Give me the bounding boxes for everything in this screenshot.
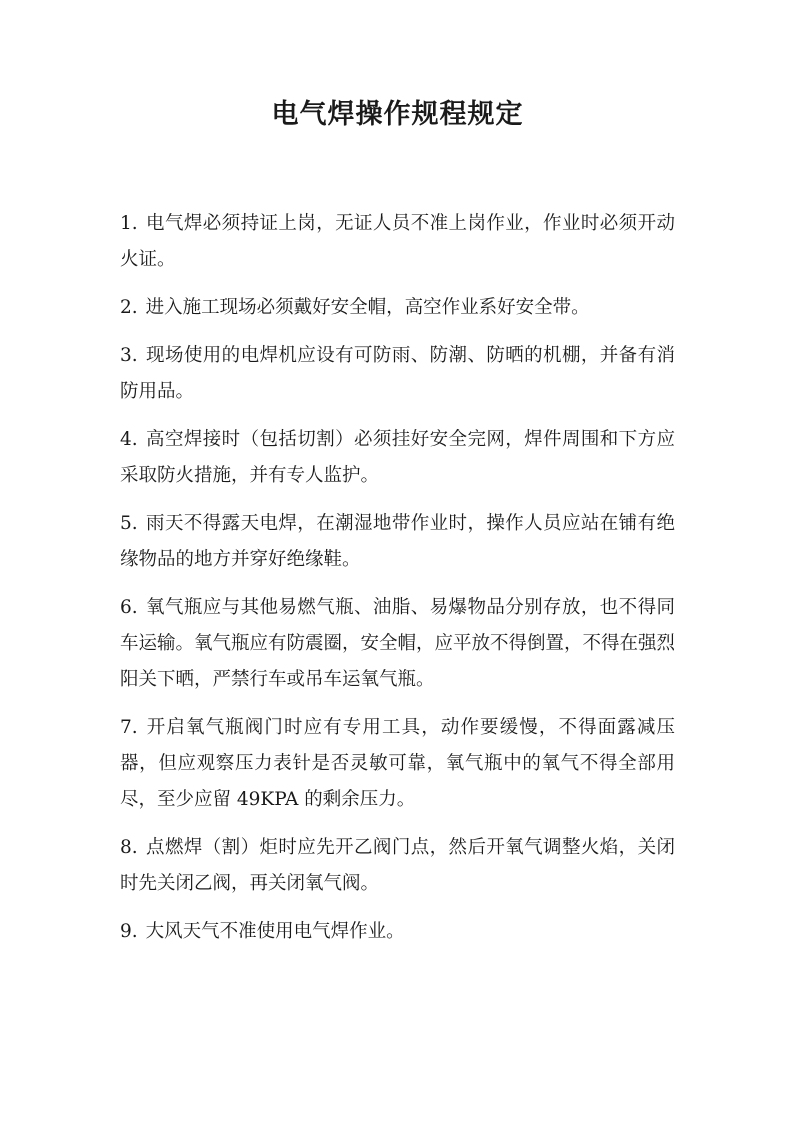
rule-number: 5. xyxy=(120,513,138,534)
rule-item-7 xyxy=(120,710,675,818)
document-title: 电气焊操作规程规定 xyxy=(271,99,524,130)
rule-text: 雨天不得露天电焊，在潮湿地带作业时，操作人员应站在铺有绝缘物品的地方并穿好绝缘鞋。 xyxy=(120,513,675,570)
rule-item-6 xyxy=(120,590,675,698)
rule-text: 大风天气不准使用电气焊作业。 xyxy=(145,921,405,942)
rule-item-8 xyxy=(120,830,675,902)
rule-item-5 xyxy=(120,506,675,578)
rule-item-3 xyxy=(120,338,675,410)
rule-item-1 xyxy=(120,206,675,278)
rule-number: 9. xyxy=(120,921,138,942)
rule-number: 2. xyxy=(120,297,138,318)
rule-number: 3. xyxy=(120,345,138,366)
rules-list xyxy=(120,206,675,950)
rule-number: 6. xyxy=(120,597,138,618)
rule-text: 高空焊接时（包括切割）必须挂好安全完网，焊件周围和下方应采取防火措施，并有专人监护。 xyxy=(120,429,675,486)
rule-number: 8. xyxy=(120,837,138,858)
rule-text: 开启氧气瓶阀门时应有专用工具，动作要缓慢，不得面露减压器，但应观察压力表针是否灵敏可靠，氧气瓶中的氧气不得全部用尽，至少应留 49KPA 的剩余压力。 xyxy=(120,717,675,810)
rule-text: 进入施工现场必须戴好安全帽，高空作业系好安全带。 xyxy=(145,297,590,318)
rule-number: 1. xyxy=(120,213,138,234)
rule-text: 电气焊必须持证上岗，无证人员不准上岗作业，作业时必须开动火证。 xyxy=(120,213,675,270)
rule-text: 氧气瓶应与其他易燃气瓶、油脂、易爆物品分别存放，也不得同车运输。氧气瓶应有防震圈，安全帽，应平放不得倒置，不得在强烈阳关下晒，严禁行车或吊车运氧气瓶。 xyxy=(120,597,676,690)
rule-text: 现场使用的电焊机应设有可防雨、防潮、防晒的机棚，并备有消防用品。 xyxy=(120,345,675,402)
rule-item-4 xyxy=(120,422,675,494)
rule-item-9 xyxy=(120,914,675,950)
rule-text: 点燃焊（割）炬时应先开乙阀门点，然后开氧气调整火焰，关闭时先关闭乙阀，再关闭氧气阀。 xyxy=(120,837,675,894)
rule-item-2 xyxy=(120,290,675,326)
rule-number: 4. xyxy=(120,429,138,450)
rule-number: 7. xyxy=(120,717,138,738)
